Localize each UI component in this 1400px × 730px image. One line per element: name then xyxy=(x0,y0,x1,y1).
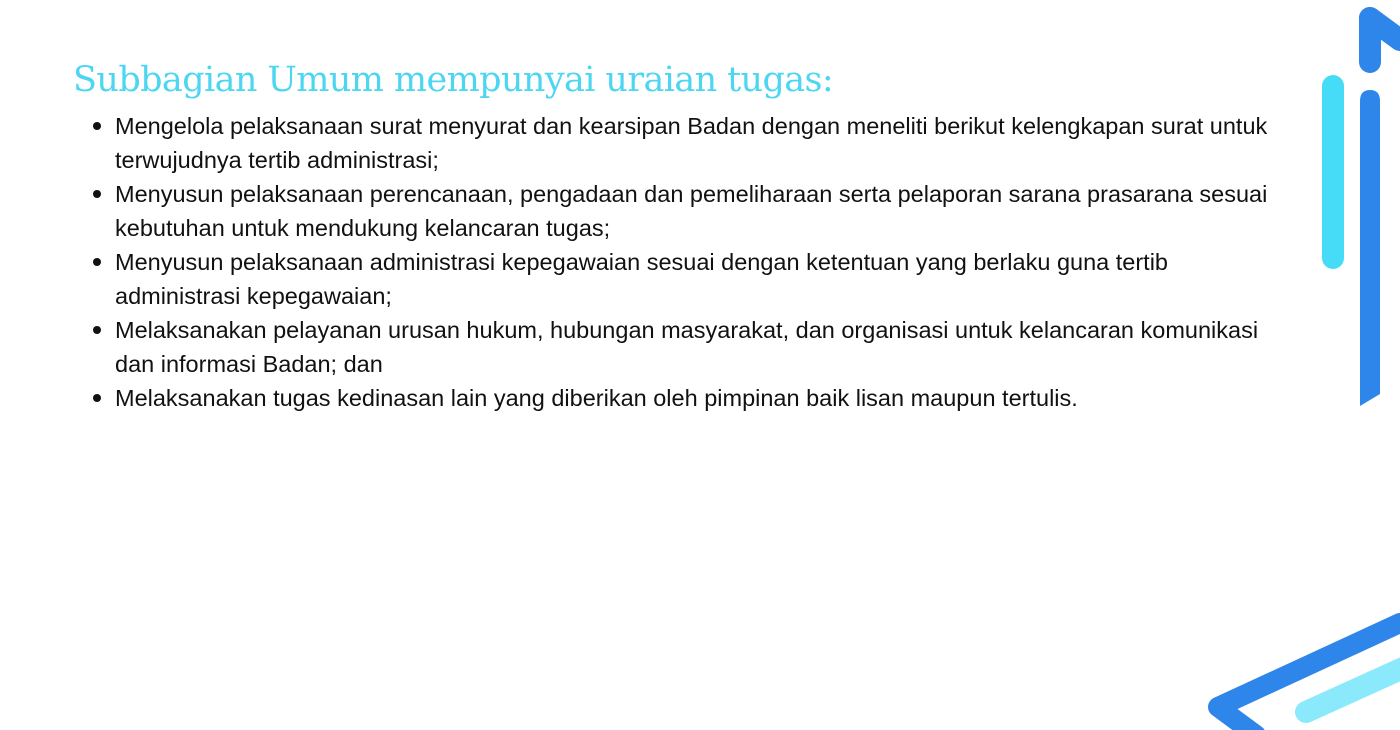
light-cyan-diagonal xyxy=(1306,664,1400,712)
bullet-icon xyxy=(93,326,101,334)
list-item xyxy=(115,109,1275,177)
list-item xyxy=(115,381,1275,415)
duty-text: Menyusun pelaksanaan administrasi kepegawaian sesuai dengan ketentuan yang berlaku guna tertib administrasi kepegawaian; xyxy=(115,249,1168,309)
blue-vertical-bar xyxy=(1360,90,1380,406)
list-item xyxy=(115,245,1275,313)
duty-text: Mengelola pelaksanaan surat menyurat dan kearsipan Badan dengan meneliti berikut kelengkapan surat untuk terwujudnya tertib administrasi; xyxy=(115,113,1268,173)
bullet-icon xyxy=(93,190,101,198)
blue-chevron xyxy=(1218,623,1400,730)
duty-text: Menyusun pelaksanaan perencanaan, pengadaan dan pemeliharaan serta pelaporan sarana prasarana sesuai kebutuhan untuk mendukung kelancaran tugas; xyxy=(115,181,1268,241)
bullet-icon xyxy=(93,394,101,402)
duty-list xyxy=(115,109,1275,415)
list-item xyxy=(115,177,1275,245)
duty-text: Melaksanakan tugas kedinasan lain yang diberikan oleh pimpinan baik lisan maupun tertulis. xyxy=(115,385,1078,411)
duty-text: Melaksanakan pelayanan urusan hukum, hubungan masyarakat, dan organisasi untuk kelancaran komunikasi dan informasi Badan; dan xyxy=(115,317,1259,377)
bullet-icon xyxy=(93,122,101,130)
page-title: Subbagian Umum mempunyai uraian tugas: xyxy=(73,60,834,100)
blue-corner-hook xyxy=(1370,18,1400,40)
bullet-icon xyxy=(93,258,101,266)
list-item xyxy=(115,313,1275,381)
